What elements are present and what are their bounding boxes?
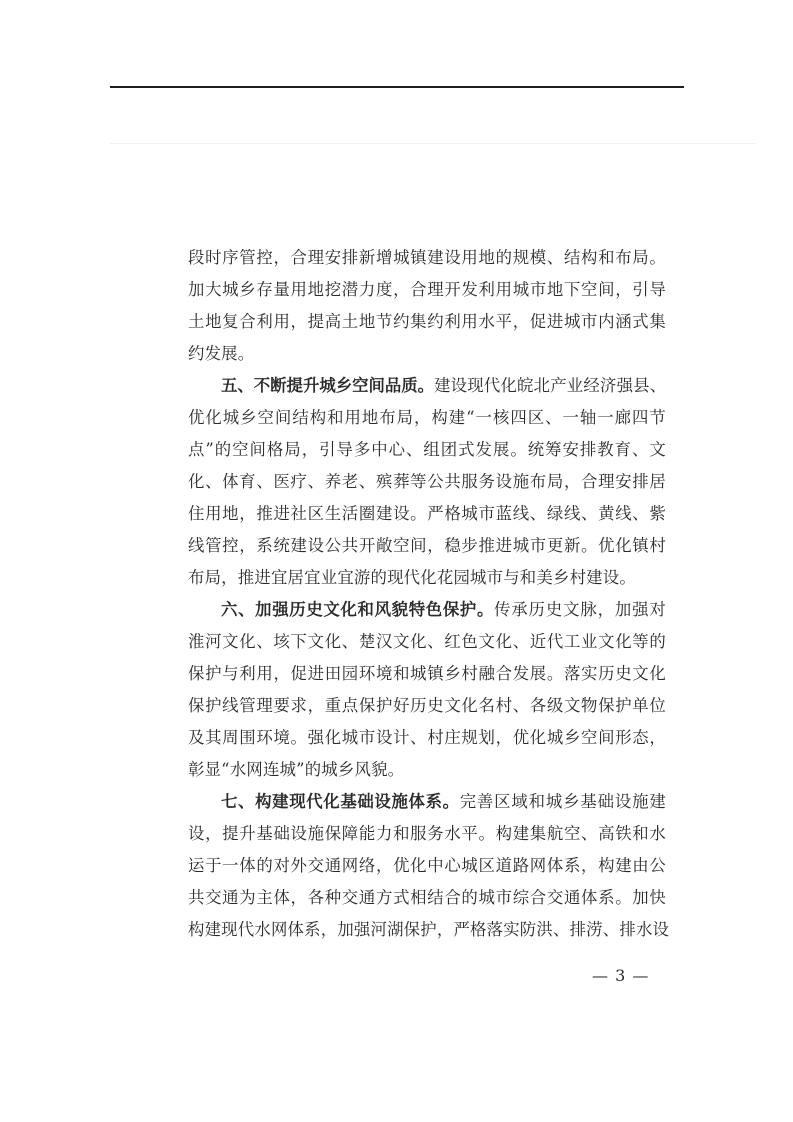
text-line: 优化城乡空间结构和用地布局，构建“一核四区、一轴一廊四节 [188, 408, 666, 427]
section-heading-five: 五、不断提升城乡空间品质。 [221, 376, 435, 395]
section-heading-six: 六、加强历史文化和风貌特色保护。 [221, 600, 495, 619]
text-line: 点”的空间格局，引导多中心、组团式发展。统筹安排教育、文 [188, 440, 666, 459]
section-text: 建设现代化皖北产业经济强县、 [434, 376, 667, 395]
section-text: 完善区域和城乡基础设施建 [459, 792, 667, 811]
text-line: 设，提升基础设施保障能力和服务水平。构建集航空、高铁和水 [188, 824, 666, 843]
text-line: 段时序管控，合理安排新增城镇建设用地的规模、结构和布局。 [188, 248, 666, 267]
text-line: 及其周围环境。强化城市设计、村庄规划，优化城乡空间形态， [188, 728, 666, 747]
text-line: 保护与利用，促进田园环境和城镇乡村融合发展。落实历史文化 [188, 664, 666, 683]
text-line: 布局，推进宜居宜业宜游的现代化花园城市与和美乡村建设。 [188, 568, 636, 587]
section-first-line [188, 370, 666, 402]
page-number: — 3 — [592, 966, 650, 985]
text-line: 住用地，推进社区生活圈建设。严格城市蓝线、绿线、黄线、紫 [188, 504, 666, 523]
text-line: 运于一体的对外交通网络，优化中心城区道路网体系，构建由公 [188, 856, 666, 875]
header-rule [110, 86, 684, 88]
header-faint-rule [110, 143, 755, 144]
document-body [188, 242, 670, 946]
section-first-line [188, 786, 666, 818]
text-line: 线管控，系统建设公共开敞空间，稳步推进城市更新。优化镇村 [188, 536, 666, 555]
section-text: 传承历史文脉，加强对 [494, 600, 667, 619]
section-heading-seven: 七、构建现代化基础设施体系。 [221, 792, 460, 811]
text-line: 构建现代水网体系，加强河湖保护，严格落实防洪、排涝、排水设 [188, 920, 670, 939]
section-first-line [188, 594, 666, 626]
text-line: 彰显“水网连城”的城乡风貌。 [188, 760, 405, 779]
text-line: 土地复合利用，提高土地节约集约利用水平，促进城市内涵式集 [188, 312, 666, 331]
text-line: 约发展。 [188, 344, 255, 363]
text-line: 共交通为主体，各种交通方式相结合的城市综合交通体系。加快 [188, 888, 666, 907]
text-line: 化、体育、医疗、养老、殡葬等公共服务设施布局，合理安排居 [188, 472, 666, 491]
text-line: 淮河文化、垓下文化、楚汉文化、红色文化、近代工业文化等的 [188, 632, 666, 651]
text-line: 保护线管理要求，重点保护好历史文化名村、各级文物保护单位 [188, 696, 666, 715]
text-line: 加大城乡存量用地挖潜力度，合理开发利用城市地下空间，引导 [188, 280, 666, 299]
